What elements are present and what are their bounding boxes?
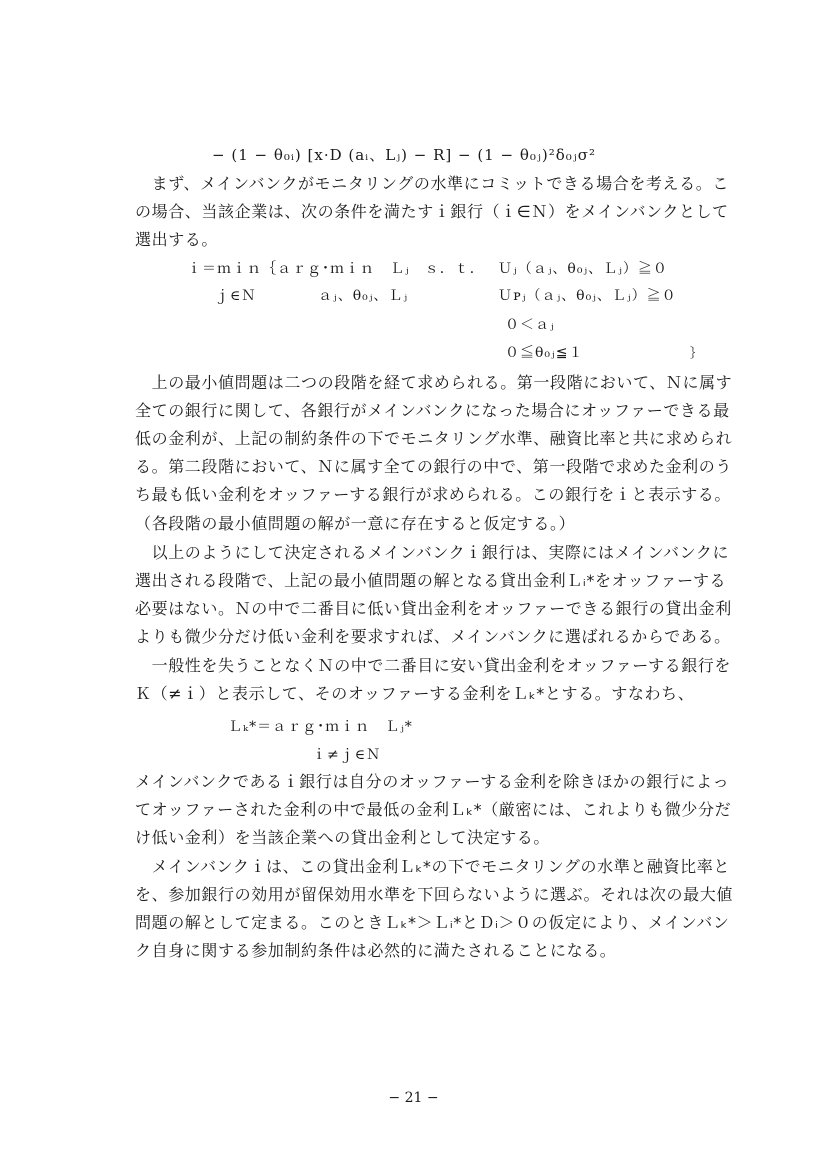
paragraph-line: 以上のようにして決定されるメインバンクｉ銀行は、実際にはメインバンクに bbox=[135, 543, 730, 562]
paragraph-line: 上の最小値問題は二つの段階を経て求められる。第一段階において、Ｎに属す bbox=[135, 373, 733, 392]
paragraph-line: 低の金利が、上記の制約条件の下でモニタリング水準、融資比率と共に求められ bbox=[135, 429, 733, 448]
paragraph-line: よりも微少分だけ低い金利を要求すれば、メインバンクに選ばれるからである。 bbox=[135, 627, 731, 646]
formula-lhs: ｉ＝ｍｉｎ｛ａｒｇ･ｍｉｎ Ｌⱼ ｓ．ｔ． bbox=[187, 261, 485, 277]
paragraph-line: 選出される段階で、上記の最小値問題の解となる貸出金利Ｌᵢ*をオッファーする bbox=[135, 571, 727, 590]
page-number: − 21 − bbox=[388, 1090, 439, 1106]
constraint-3: ０＜ａⱼ bbox=[505, 317, 555, 333]
constraint-2: Ｕᴘⱼ（ａⱼ、θ₀ⱼ、Ｌⱼ）≧０ bbox=[498, 288, 677, 304]
formula2-lhs: Ｌₖ*＝ａｒｇ･ｍｉｎ Ｌⱼ* bbox=[228, 719, 413, 735]
constraint-4: ０≦θ₀ⱼ≦１ bbox=[505, 345, 584, 361]
paragraph-line: Ｋ（≠ｉ）と表示して、そのオッファーする金利をＬₖ*とする。すなわち、 bbox=[135, 684, 695, 703]
paragraph-line: を、参加銀行の効用が留保効用水準を下回らないように選ぶ。それは次の最大値 bbox=[135, 885, 733, 904]
paragraph-line: 必要はない。Ｎの中で二番目に低い貸出金利をオッファーできる銀行の貸出金利 bbox=[135, 599, 732, 618]
paragraph-line: け低い金利）を当該企業への貸出金利として決定する。 bbox=[135, 828, 551, 847]
formula-variables: ａⱼ、θ₀ⱼ、Ｌⱼ bbox=[318, 288, 409, 304]
paragraph-line: 全ての銀行に関して、各銀行がメインバンクになった場合にオッファーできる最 bbox=[135, 401, 730, 420]
paragraph-line: ち最も低い金利をオッファーする銀行が求められる。この銀行をｉと表示する。 bbox=[135, 485, 732, 504]
paragraph-line: メインバンクであるｉ銀行は自分のオッファーする金利を除きほかの銀行によっ bbox=[135, 772, 730, 791]
equation-continuation: − (1 − θ₀ᵢ) [x·D (aᵢ、Lⱼ) − R] − (1 − θ₀ⱼ)²δ₀ⱼσ² bbox=[212, 146, 596, 164]
formula2-subscript-set: ｉ≠ｊ∈Ｎ bbox=[312, 747, 382, 763]
paragraph-line: ク自身に関する参加制約条件は必然的に満たされることになる。 bbox=[135, 941, 617, 960]
paragraph-line: 問題の解として定まる。このときＬₖ*＞Ｌᵢ*とＤᵢ＞０の仮定により、メインバン bbox=[135, 913, 730, 932]
paragraph-line: （各段階の最小値問題の解が一意に存在すると仮定する。） bbox=[135, 514, 576, 533]
paragraph-line: る。第二段階において、Ｎに属す全ての銀行の中で、第一段階で求めた金利のう bbox=[135, 457, 732, 476]
closing-brace: ｝ bbox=[690, 346, 703, 360]
paragraph-line: メインバンクｉは、この貸出金利Ｌₖ*の下でモニタリングの水準と融資比率と bbox=[135, 857, 730, 876]
constraint-1: Ｕⱼ（ａⱼ、θ₀ⱼ、Ｌⱼ）≧０ bbox=[498, 261, 668, 277]
paragraph-line: 一般性を失うことなくＮの中で二番目に安い貸出金利をオッファーする銀行を bbox=[135, 656, 732, 675]
paragraph-line: まず、メインバンクがモニタリングの水準にコミットできる場合を考える。こ bbox=[135, 174, 729, 193]
paragraph-line: 選出する。 bbox=[135, 230, 219, 249]
paragraph-line: の場合、当該企業は、次の条件を満たすｉ銀行（ｉ∈Ｎ）をメインバンクとして bbox=[135, 202, 729, 221]
paragraph-line: てオッファーされた金利の中で最低の金利Ｌₖ*（厳密には、これよりも微少分だ bbox=[135, 800, 732, 819]
formula-subscript-set: ｊ∈Ｎ bbox=[215, 288, 257, 304]
